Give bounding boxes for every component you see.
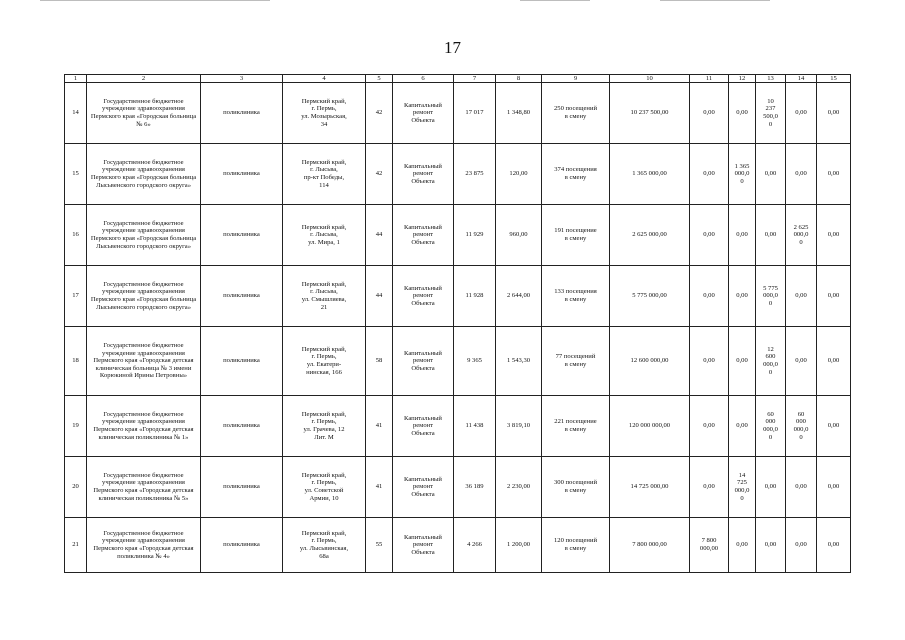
object-type: поликлиника — [201, 266, 283, 327]
cell-c8: 2 644,00 — [496, 266, 542, 327]
page-number: 17 — [444, 38, 461, 57]
scan-top-edge — [660, 0, 770, 1]
capacity: 191 посещение в смену — [542, 205, 610, 266]
cell-c7: 11 438 — [454, 396, 496, 457]
objects-table — [64, 74, 851, 573]
row-number: 14 — [65, 83, 87, 144]
column-number: 1 — [65, 75, 87, 83]
cell-c13: 10 237 500,0 0 — [756, 83, 786, 144]
cell-c8: 120,00 — [496, 144, 542, 205]
institution-name: Государственное бюджетное учреждение здравоохранения Пермского края «Городская детская клиническая больница № 3 имени Корюкиной Ирины Петровны» — [87, 327, 201, 396]
row-number: 17 — [65, 266, 87, 327]
cell-c7: 36 189 — [454, 457, 496, 518]
cell-c11: 0,00 — [690, 457, 729, 518]
cell-c5: 42 — [366, 144, 393, 205]
column-number: 2 — [87, 75, 201, 83]
cell-c15: 0,00 — [817, 457, 851, 518]
object-type: поликлиника — [201, 396, 283, 457]
column-number: 3 — [201, 75, 283, 83]
capacity: 77 посещений в смену — [542, 327, 610, 396]
institution-name: Государственное бюджетное учреждение здравоохранения Пермского края «Городская больница № 6» — [87, 83, 201, 144]
object-address: Пермский край, г. Лысьва, пр-кт Победы, 114 — [283, 144, 366, 205]
cell-c15: 0,00 — [817, 518, 851, 573]
work-type: Капитальный ремонт Объекта — [393, 144, 454, 205]
cell-c12: 14 725 000,0 0 — [729, 457, 756, 518]
cell-c13: 0,00 — [756, 457, 786, 518]
cell-c5: 58 — [366, 327, 393, 396]
cell-c8: 2 230,00 — [496, 457, 542, 518]
cell-c8: 960,00 — [496, 205, 542, 266]
object-type: поликлиника — [201, 518, 283, 573]
work-type: Капитальный ремонт Объекта — [393, 518, 454, 573]
cell-c5: 41 — [366, 457, 393, 518]
cell-c15: 0,00 — [817, 327, 851, 396]
cell-c15: 0,00 — [817, 266, 851, 327]
institution-name: Государственное бюджетное учреждение здравоохранения Пермского края «Городская детская клиническая поликлиника № 5» — [87, 457, 201, 518]
row-number: 19 — [65, 396, 87, 457]
capacity: 250 посещений в смену — [542, 83, 610, 144]
cell-c11: 0,00 — [690, 396, 729, 457]
cell-c7: 9 365 — [454, 327, 496, 396]
row-number: 15 — [65, 144, 87, 205]
cell-c12: 0,00 — [729, 518, 756, 573]
cell-c12: 0,00 — [729, 396, 756, 457]
capacity: 133 посещения в смену — [542, 266, 610, 327]
table-row — [65, 457, 851, 518]
row-number: 21 — [65, 518, 87, 573]
cell-c12: 1 365 000,0 0 — [729, 144, 756, 205]
capacity: 374 посещения в смену — [542, 144, 610, 205]
cell-c12: 0,00 — [729, 327, 756, 396]
cell-c13: 5 775 000,0 0 — [756, 266, 786, 327]
object-type: поликлиника — [201, 327, 283, 396]
cell-c13: 12 600 000,0 0 — [756, 327, 786, 396]
object-address: Пермский край, г. Лысьва, ул. Мира, 1 — [283, 205, 366, 266]
cell-c14: 0,00 — [786, 327, 817, 396]
table-row — [65, 327, 851, 396]
column-number-row — [65, 75, 851, 83]
object-type: поликлиника — [201, 457, 283, 518]
cell-c15: 0,00 — [817, 83, 851, 144]
total-cost: 1 365 000,00 — [610, 144, 690, 205]
cell-c8: 1 348,80 — [496, 83, 542, 144]
cell-c11: 7 800 000,00 — [690, 518, 729, 573]
column-number: 6 — [393, 75, 454, 83]
scan-top-edge — [40, 0, 270, 1]
column-number: 10 — [610, 75, 690, 83]
work-type: Капитальный ремонт Объекта — [393, 266, 454, 327]
total-cost: 2 625 000,00 — [610, 205, 690, 266]
cell-c11: 0,00 — [690, 144, 729, 205]
cell-c7: 23 875 — [454, 144, 496, 205]
cell-c13: 0,00 — [756, 205, 786, 266]
total-cost: 5 775 000,00 — [610, 266, 690, 327]
column-number: 7 — [454, 75, 496, 83]
row-number: 20 — [65, 457, 87, 518]
cell-c11: 0,00 — [690, 266, 729, 327]
column-number: 8 — [496, 75, 542, 83]
cell-c7: 11 929 — [454, 205, 496, 266]
work-type: Капитальный ремонт Объекта — [393, 396, 454, 457]
cell-c14: 0,00 — [786, 144, 817, 205]
cell-c12: 0,00 — [729, 266, 756, 327]
table-row — [65, 518, 851, 573]
cell-c8: 3 819,10 — [496, 396, 542, 457]
column-number: 13 — [756, 75, 786, 83]
total-cost: 120 000 000,00 — [610, 396, 690, 457]
row-number: 18 — [65, 327, 87, 396]
column-number: 15 — [817, 75, 851, 83]
cell-c14: 0,00 — [786, 457, 817, 518]
cell-c5: 55 — [366, 518, 393, 573]
object-address: Пермский край, г. Лысьва, ул. Смышляева, 21 — [283, 266, 366, 327]
object-address: Пермский край, г. Пермь, ул. Советской Армии, 10 — [283, 457, 366, 518]
cell-c11: 0,00 — [690, 205, 729, 266]
table-row — [65, 144, 851, 205]
institution-name: Государственное бюджетное учреждение здравоохранения Пермского края «Городская больница Лысьвенского городского округа» — [87, 144, 201, 205]
cell-c13: 0,00 — [756, 518, 786, 573]
cell-c15: 0,00 — [817, 144, 851, 205]
object-address: Пермский край, г. Пермь, ул. Мозырьская, 34 — [283, 83, 366, 144]
cell-c14: 0,00 — [786, 266, 817, 327]
table-row — [65, 83, 851, 144]
object-type: поликлиника — [201, 83, 283, 144]
object-type: поликлиника — [201, 144, 283, 205]
object-address: Пермский край, г. Пермь, ул. Грачева, 12 Лит. М — [283, 396, 366, 457]
capacity: 120 посещений в смену — [542, 518, 610, 573]
table-row — [65, 205, 851, 266]
cell-c7: 17 017 — [454, 83, 496, 144]
column-number: 14 — [786, 75, 817, 83]
cell-c14: 2 625 000,0 0 — [786, 205, 817, 266]
column-number: 11 — [690, 75, 729, 83]
cell-c5: 41 — [366, 396, 393, 457]
work-type: Капитальный ремонт Объекта — [393, 327, 454, 396]
cell-c12: 0,00 — [729, 83, 756, 144]
institution-name: Государственное бюджетное учреждение здравоохранения Пермского края «Городская больница Лысьвенского городского округа» — [87, 205, 201, 266]
capacity: 300 посещений в смену — [542, 457, 610, 518]
cell-c14: 0,00 — [786, 518, 817, 573]
institution-name: Государственное бюджетное учреждение здравоохранения Пермского края «Городская больница Лысьвенского городского округа» — [87, 266, 201, 327]
cell-c13: 60 000 000,0 0 — [756, 396, 786, 457]
work-type: Капитальный ремонт Объекта — [393, 457, 454, 518]
cell-c5: 44 — [366, 205, 393, 266]
cell-c7: 4 266 — [454, 518, 496, 573]
table-row — [65, 266, 851, 327]
capacity: 221 посещение в смену — [542, 396, 610, 457]
total-cost: 10 237 500,00 — [610, 83, 690, 144]
column-number: 5 — [366, 75, 393, 83]
cell-c13: 0,00 — [756, 144, 786, 205]
work-type: Капитальный ремонт Объекта — [393, 205, 454, 266]
cell-c12: 0,00 — [729, 205, 756, 266]
cell-c15: 0,00 — [817, 205, 851, 266]
cell-c5: 42 — [366, 83, 393, 144]
cell-c14: 0,00 — [786, 83, 817, 144]
column-number: 9 — [542, 75, 610, 83]
object-address: Пермский край, г. Пермь, ул. Лысьвинская, 68а — [283, 518, 366, 573]
cell-c11: 0,00 — [690, 327, 729, 396]
row-number: 16 — [65, 205, 87, 266]
cell-c14: 60 000 000,0 0 — [786, 396, 817, 457]
total-cost: 7 800 000,00 — [610, 518, 690, 573]
cell-c5: 44 — [366, 266, 393, 327]
cell-c15: 0,00 — [817, 396, 851, 457]
cell-c7: 11 928 — [454, 266, 496, 327]
object-type: поликлиника — [201, 205, 283, 266]
column-number: 12 — [729, 75, 756, 83]
cell-c11: 0,00 — [690, 83, 729, 144]
total-cost: 12 600 000,00 — [610, 327, 690, 396]
object-address: Пермский край, г. Пермь, ул. Екатери- нинская, 166 — [283, 327, 366, 396]
scan-top-edge — [520, 0, 590, 1]
institution-name: Государственное бюджетное учреждение здравоохранения Пермского края «Городская детская клиническая поликлиника № 1» — [87, 396, 201, 457]
column-number: 4 — [283, 75, 366, 83]
cell-c8: 1 200,00 — [496, 518, 542, 573]
total-cost: 14 725 000,00 — [610, 457, 690, 518]
work-type: Капитальный ремонт Объекта — [393, 83, 454, 144]
table-row — [65, 396, 851, 457]
cell-c8: 1 543,30 — [496, 327, 542, 396]
institution-name: Государственное бюджетное учреждение здравоохранения Пермского края «Городская детская поликлиника № 4» — [87, 518, 201, 573]
